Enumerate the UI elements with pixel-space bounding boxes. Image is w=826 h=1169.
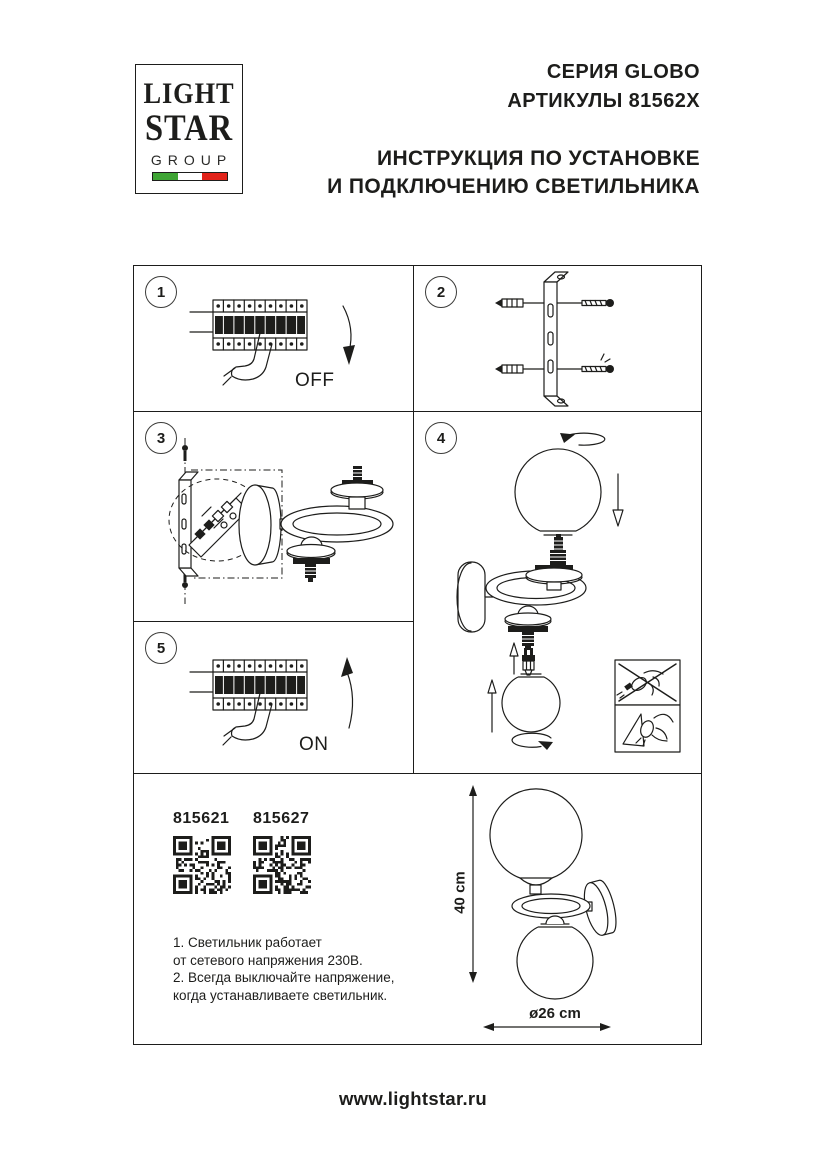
globe-up-arrow xyxy=(488,680,496,732)
no-bare-hands-warning xyxy=(615,660,680,705)
flag-red-segment xyxy=(202,173,227,180)
product-info-panel xyxy=(134,774,701,1044)
insert-down-arrow xyxy=(613,474,623,526)
italian-flag-bar xyxy=(152,172,228,181)
lamp-bottom-globe xyxy=(517,916,593,999)
g9-bulb xyxy=(522,648,535,675)
step2-bracket-diagram xyxy=(414,266,700,411)
qr-code-815627 xyxy=(253,836,311,894)
logo-word-group: GROUP xyxy=(150,152,233,168)
height-dimension-label: 40 cm xyxy=(451,871,469,914)
qr-code-815621 xyxy=(173,836,231,894)
bracket-top-flange xyxy=(179,472,198,480)
step-2-panel xyxy=(414,266,701,412)
bulb-up-arrow xyxy=(510,643,518,674)
logo-word-light: LIGHT xyxy=(143,77,235,110)
arrow-up-icon xyxy=(341,657,353,677)
top-globe xyxy=(515,449,601,552)
step-number-2: 2 xyxy=(425,276,457,308)
lightstar-logo xyxy=(135,64,243,194)
step-number-1: 1 xyxy=(145,276,177,308)
rotate-arrow-top xyxy=(560,433,605,445)
step-1-panel xyxy=(134,266,414,412)
wall-canopy-disc xyxy=(457,562,498,632)
off-label: OFF xyxy=(295,370,335,391)
wall-plug-top xyxy=(495,299,544,307)
screw-top xyxy=(557,299,614,307)
product-code-815621: 815621 xyxy=(173,810,230,827)
safety-notes xyxy=(173,934,423,1004)
bracket-bottom-flange xyxy=(179,568,198,576)
instruction-grid xyxy=(133,265,702,1045)
lamp-top-globe xyxy=(490,789,582,894)
bottom-diffuser-stack xyxy=(505,606,551,650)
series-title: СЕРИЯ GLOBO xyxy=(546,61,700,83)
height-dimension-line xyxy=(469,785,477,983)
step-4-panel xyxy=(414,412,701,774)
wall-bracket xyxy=(179,480,191,568)
wall-bracket xyxy=(544,282,557,396)
flag-white-segment xyxy=(178,173,203,180)
bottom-globe xyxy=(502,674,560,732)
step-3-panel xyxy=(134,412,414,622)
on-label: ON xyxy=(299,734,329,755)
diameter-dimension-line xyxy=(483,1023,611,1031)
top-socket-assembly xyxy=(331,466,383,509)
flag-green-segment xyxy=(153,173,178,180)
note-line: 1. Светильник работает xyxy=(173,935,322,950)
bottom-socket-assembly xyxy=(287,537,335,582)
screw-top xyxy=(182,445,188,461)
note-line: от сетевого напряжения 230В. xyxy=(173,952,363,968)
use-cloth-pictogram xyxy=(615,705,680,752)
screw-bottom xyxy=(557,354,614,373)
website-url: www.lightstar.ru xyxy=(338,1088,488,1109)
step-number-5: 5 xyxy=(145,632,177,664)
step-5-panel xyxy=(134,622,414,774)
step-number-4: 4 xyxy=(425,422,457,454)
diameter-dimension-label: ø26 cm xyxy=(529,1005,581,1022)
instruction-title-line1: ИНСТРУКЦИЯ ПО УСТАНОВКЕ xyxy=(376,147,700,170)
product-code-815627: 815627 xyxy=(253,810,310,827)
dimension-drawing xyxy=(444,782,629,1034)
ring-frame xyxy=(281,506,393,542)
note-line: когда устанавливаете светильник. xyxy=(173,987,388,1003)
logo-word-star: STAR xyxy=(145,108,233,149)
arrow-down-icon xyxy=(343,345,355,365)
lamp-ring xyxy=(512,894,590,918)
instruction-title-line2: И ПОДКЛЮЧЕНИЮ СВЕТИЛЬНИКА xyxy=(327,175,700,198)
step-number-3: 3 xyxy=(145,422,177,454)
articles-title: АРТИКУЛЫ 81562X xyxy=(507,90,700,112)
note-line: 2. Всегда выключайте напряжение, xyxy=(173,970,395,985)
canopy-disc xyxy=(239,485,281,565)
step4-globe-assembly-diagram xyxy=(414,412,700,773)
rotate-arrow-bottom xyxy=(512,733,553,750)
wall-plug-bottom xyxy=(495,365,544,373)
